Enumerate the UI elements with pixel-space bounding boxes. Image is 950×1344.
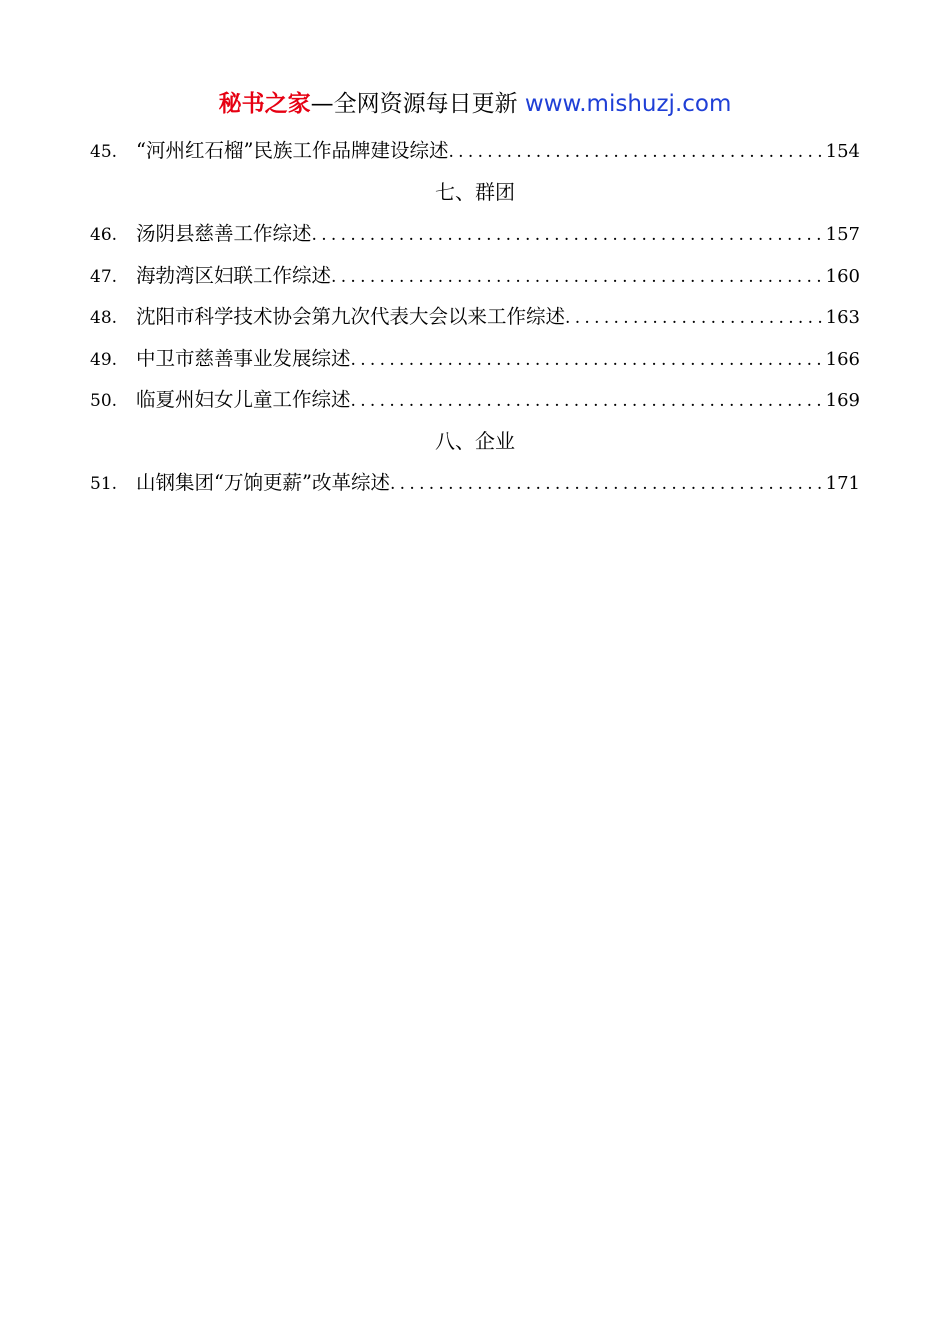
entry-title: 山钢集团“万饷更薪”改革综述 bbox=[136, 471, 390, 494]
toc-entry[interactable] bbox=[90, 338, 860, 380]
entry-title: 沈阳市科学技术协会第九次代表大会以来工作综述 bbox=[136, 305, 566, 328]
dot-leader bbox=[390, 464, 824, 506]
entry-number: 48. bbox=[90, 308, 118, 328]
site-url: www.mishuzj.com bbox=[524, 91, 732, 117]
toc-entry[interactable] bbox=[90, 296, 860, 338]
dot-leader bbox=[351, 340, 824, 382]
entry-page-number: 166 bbox=[825, 348, 860, 370]
entry-page-number: 157 bbox=[825, 224, 860, 245]
toc-entry[interactable] bbox=[90, 255, 860, 297]
entry-title: 临夏州妇女儿童工作综述 bbox=[136, 388, 351, 411]
header-tagline: —全网资源每日更新 bbox=[310, 91, 518, 117]
entry-number: 51. bbox=[90, 474, 118, 494]
entry-title: 中卫市慈善事业发展综述 bbox=[136, 346, 351, 370]
dot-leader bbox=[448, 132, 823, 174]
section-heading: 七、群团 bbox=[435, 179, 515, 204]
toc-entry[interactable] bbox=[90, 213, 860, 255]
dot-leader bbox=[312, 215, 824, 257]
entry-page-number: 163 bbox=[825, 307, 860, 328]
entry-number: 45. bbox=[90, 142, 118, 162]
toc-entry[interactable] bbox=[90, 462, 860, 504]
entry-page-number: 169 bbox=[825, 390, 860, 411]
dot-leader bbox=[565, 298, 824, 340]
brand-name: 秘书之家 bbox=[218, 91, 311, 117]
toc-entry[interactable] bbox=[90, 379, 860, 421]
entry-number: 47. bbox=[90, 266, 118, 287]
page-header bbox=[0, 86, 950, 122]
dot-leader bbox=[351, 381, 824, 423]
table-of-contents bbox=[90, 130, 860, 504]
dot-leader bbox=[331, 257, 824, 299]
entry-page-number: 171 bbox=[825, 473, 860, 494]
toc-entry[interactable] bbox=[90, 130, 860, 172]
entry-page-number: 160 bbox=[825, 265, 860, 287]
entry-title: 汤阴县慈善工作综述 bbox=[136, 222, 312, 245]
entry-title: “河州红石榴”民族工作品牌建设综述 bbox=[136, 139, 449, 162]
entry-page-number: 154 bbox=[825, 141, 860, 162]
section-heading: 八、企业 bbox=[435, 428, 515, 453]
entry-number: 50. bbox=[90, 391, 118, 411]
entry-title: 海勃湾区妇联工作综述 bbox=[136, 263, 332, 287]
entry-number: 46. bbox=[90, 225, 118, 245]
entry-number: 49. bbox=[90, 349, 118, 370]
